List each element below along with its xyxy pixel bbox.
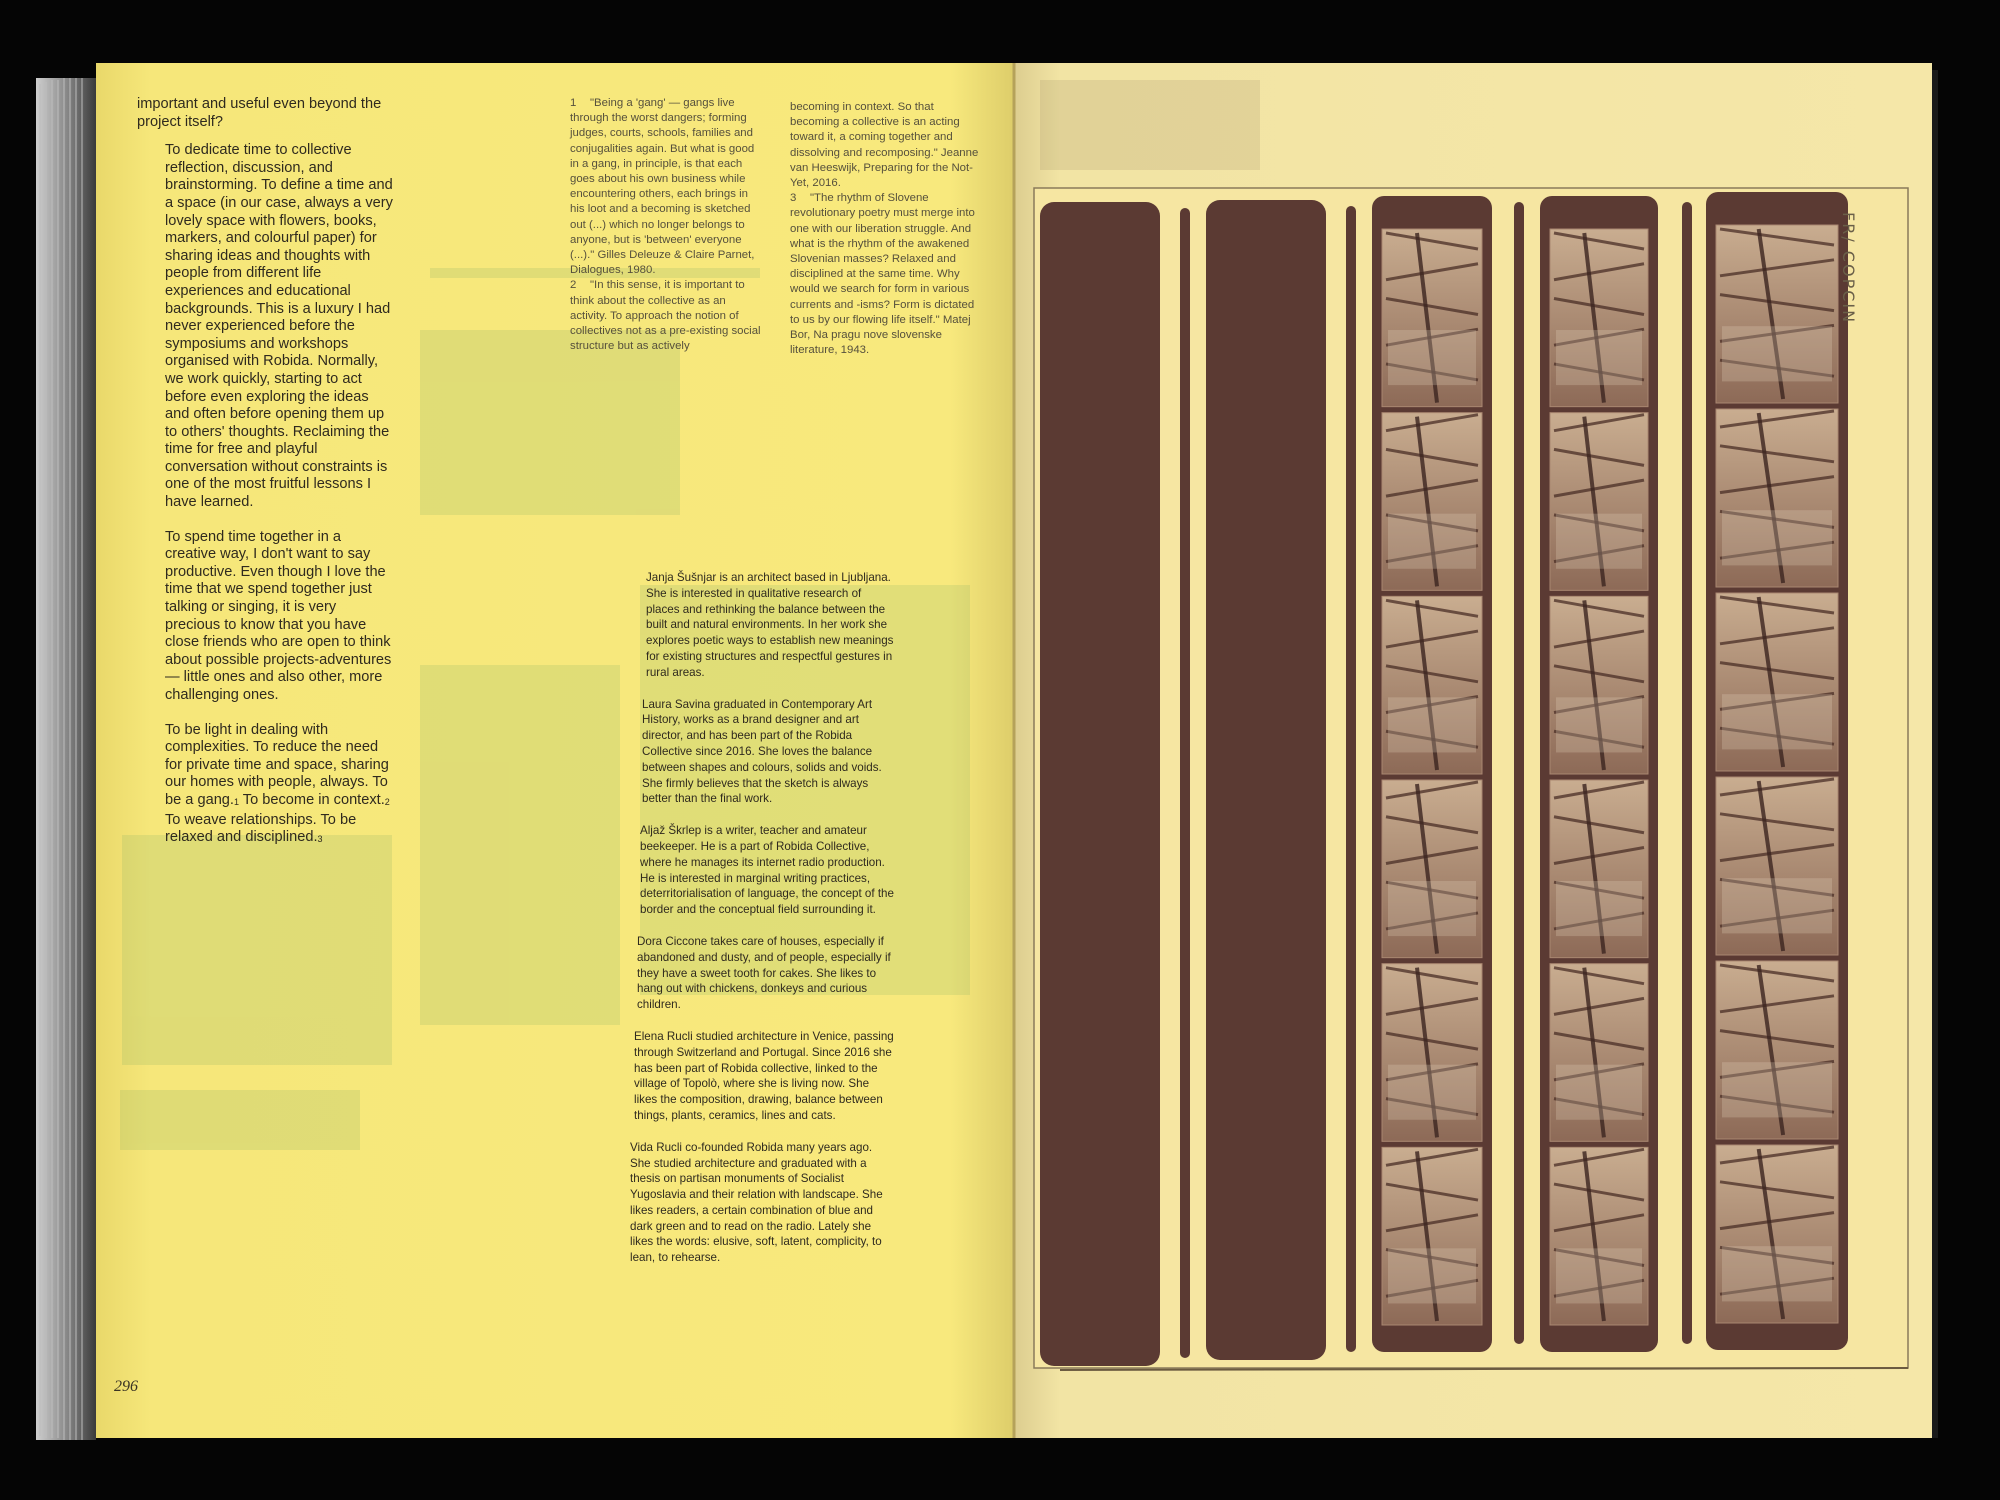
essay-text-part: To be light in dealing with complexities. To reduce the need for private time and space, sharing our homes with people, always. To be a gang.: [165, 721, 389, 808]
photo-frame: [1716, 1145, 1838, 1323]
essay-paragraph-2: To spend time together in a creative way, I don't want to say productive. Even though I love the time that we spend together just talking or singing, it is very precious to know that you have close friends who are open to think about possible projects-adventures — little ones and also other, more challenging ones.: [165, 528, 392, 703]
photo-frame: [1382, 413, 1482, 591]
photo-frame: [1550, 596, 1648, 774]
photo-frame: [1382, 780, 1482, 958]
right-show-through: [1040, 80, 1260, 170]
film-edge-separator: [1346, 206, 1356, 1352]
bio-dora-ciccone: Dora Ciccone takes care of houses, especially if abandoned and dusty, and of people, especially if they have a sweet tooth for cakes. She likes to hang out with chickens, donkeys and curious children.: [637, 934, 891, 1012]
footnote: [570, 278, 762, 354]
photo-frame: [1716, 593, 1838, 771]
photo-frame: [1716, 961, 1838, 1139]
photo-frame: [1716, 409, 1838, 587]
essay-text-part: To become in context.: [242, 791, 385, 808]
footnote-number: 2: [570, 279, 577, 292]
film-strip: [1540, 196, 1658, 1352]
footnote-text: "In this sense, it is important to think about the collective as an activity. To approach the notion of collectives not as a pre-existing social structure but as actively: [570, 279, 761, 353]
photo-frame: [1550, 780, 1648, 958]
blank-film-strip: [1040, 202, 1160, 1366]
film-strip: [1040, 202, 1160, 1366]
footnote-number: 1: [570, 97, 577, 109]
photo-frame: [1382, 229, 1482, 407]
footnote-number: 3: [790, 192, 797, 205]
page-number: 296: [114, 1378, 138, 1395]
photo-frame: [1550, 413, 1648, 591]
essay-column: [137, 96, 397, 866]
contributor-bios: [630, 570, 894, 1282]
footnote-marker: 2: [384, 796, 390, 807]
bio-laura-savina: Laura Savina graduated in Contemporary Art History, works as a brand designer and art director, and has been part of the Robida Collective since 2016. She loves the balance between shapes and colours, solids and voids. She firmly believes that the sketch is always better than the final work.: [642, 697, 882, 806]
blank-film-strip: [1206, 200, 1326, 1360]
bio-janja-susnjar: Janja Šušnjar is an architect based in Ljubljana. She is interested in qualitative research of places and rethinking the balance between the built and natural environments. In her work she explores poetic ways to establish new meanings for existing structures and respectful gestures in rural areas.: [646, 571, 894, 679]
photo-frame: [1550, 229, 1648, 407]
essay-paragraph-3: [165, 722, 395, 849]
photo-frame: [1382, 1147, 1482, 1325]
footnotes-column-2: [790, 100, 980, 358]
film-edge-separator: [1682, 202, 1692, 1344]
footnotes-column-1: [570, 96, 762, 354]
page-edges: [36, 78, 96, 1440]
film-strip: [1706, 192, 1848, 1350]
handwritten-note: FR/ COPCIN: [1839, 212, 1858, 325]
footnote-marker: 3: [317, 834, 323, 845]
essay-intro: important and useful even beyond the project itself?: [137, 96, 382, 130]
photo-frame: [1550, 1147, 1648, 1325]
footnote-text: "Being a 'gang' — gangs live through the worst dangers; forming judges, courts, schools, families and conjugalities again. But what is good in a gang, in principle, is that each goes about his own business while encountering others, each brings in his loot and a becoming is sketched out (...) which no longer belongs to anyone, but is 'between' everyone (...)." Gilles Deleuze & Claire Parnet, Dialogues, 1980.: [570, 97, 755, 277]
photo-frame: [1550, 964, 1648, 1142]
footnote: [790, 191, 980, 358]
essay-body: [137, 142, 395, 849]
bio-vida-rucli: Vida Rucli co-founded Robida many years ago. She studied architecture and graduated with a thesis on partisan monuments of Socialist Yugoslavia and their relation with landscape. She likes readers, a certain combination of blue and dark green and to read on the radio. Lately she likes the words: elusive, soft, latent, complicity, to lean, to rehearse.: [630, 1140, 883, 1265]
footnote-text: "The rhythm of Slovene revolutionary poetry must merge into one with our liberation struggle. And what is the rhythm of the awakened Slovenian masses? Relaxed and disciplined at the same time. Why would we search for form in various currents and -isms? Form is dictated to us by our flowing life itself." Matej Bor, Na pragu nove slovenske literature, 1943.: [790, 192, 975, 357]
bio-aljaz-skrlep: Aljaž Škrlep is a writer, teacher and amateur beekeeper. He is a part of Robida Collective, where he manages its internet radio production. He is interested in marginal writing practices, deterritorialisation of language, the concept of the border and the conceptual field surrounding it.: [640, 824, 894, 917]
essay-paragraph-1: To dedicate time to collective reflection, discussion, and brainstorming. To define a time and a space (in our case, always a very lovely space with flowers, books, markers, and colourful paper) for sharing ideas and thoughts with people from different life experiences and educational backgrounds. This is a luxury I had never experienced before the symposiums and workshops organised with Robida. Normally, we work quickly, starting to act before even exploring the ideas and often before opening them up to others' thoughts. Reclaiming the time for free and playful conversation without constraints is one of the most fruitful lessons I have learned.: [165, 142, 393, 511]
film-strip: [1372, 196, 1492, 1352]
photo-frame: [1382, 964, 1482, 1142]
bio-elena-rucli: Elena Rucli studied architecture in Venice, passing through Switzerland and Portugal. Since 2016 she has been part of Robida collective, linked to the village of Topolò, where she is living now. She likes the composition, drawing, balance between things, plants, ceramics, lines and cats.: [634, 1029, 894, 1122]
film-edge-separator: [1514, 202, 1524, 1344]
essay-text-part: To weave relationships. To be relaxed and disciplined.: [165, 811, 357, 846]
footnote-marker: 1: [233, 796, 239, 807]
photo-frame: [1382, 596, 1482, 774]
photo-frame: [1716, 777, 1838, 955]
footnote: [570, 96, 762, 278]
footnote-continued: becoming in context. So that becoming a collective is an acting toward it, a coming together and dissolving and recomposing." Jeanne van Heeswijk, Preparing for the Not-Yet, 2016.: [790, 101, 979, 190]
film-strip: [1206, 200, 1326, 1360]
contact-sheet: [1034, 188, 1908, 1370]
photo-frame: [1716, 225, 1838, 403]
film-edge-separator: [1180, 208, 1190, 1358]
book-edge-right: [1932, 70, 1938, 1438]
